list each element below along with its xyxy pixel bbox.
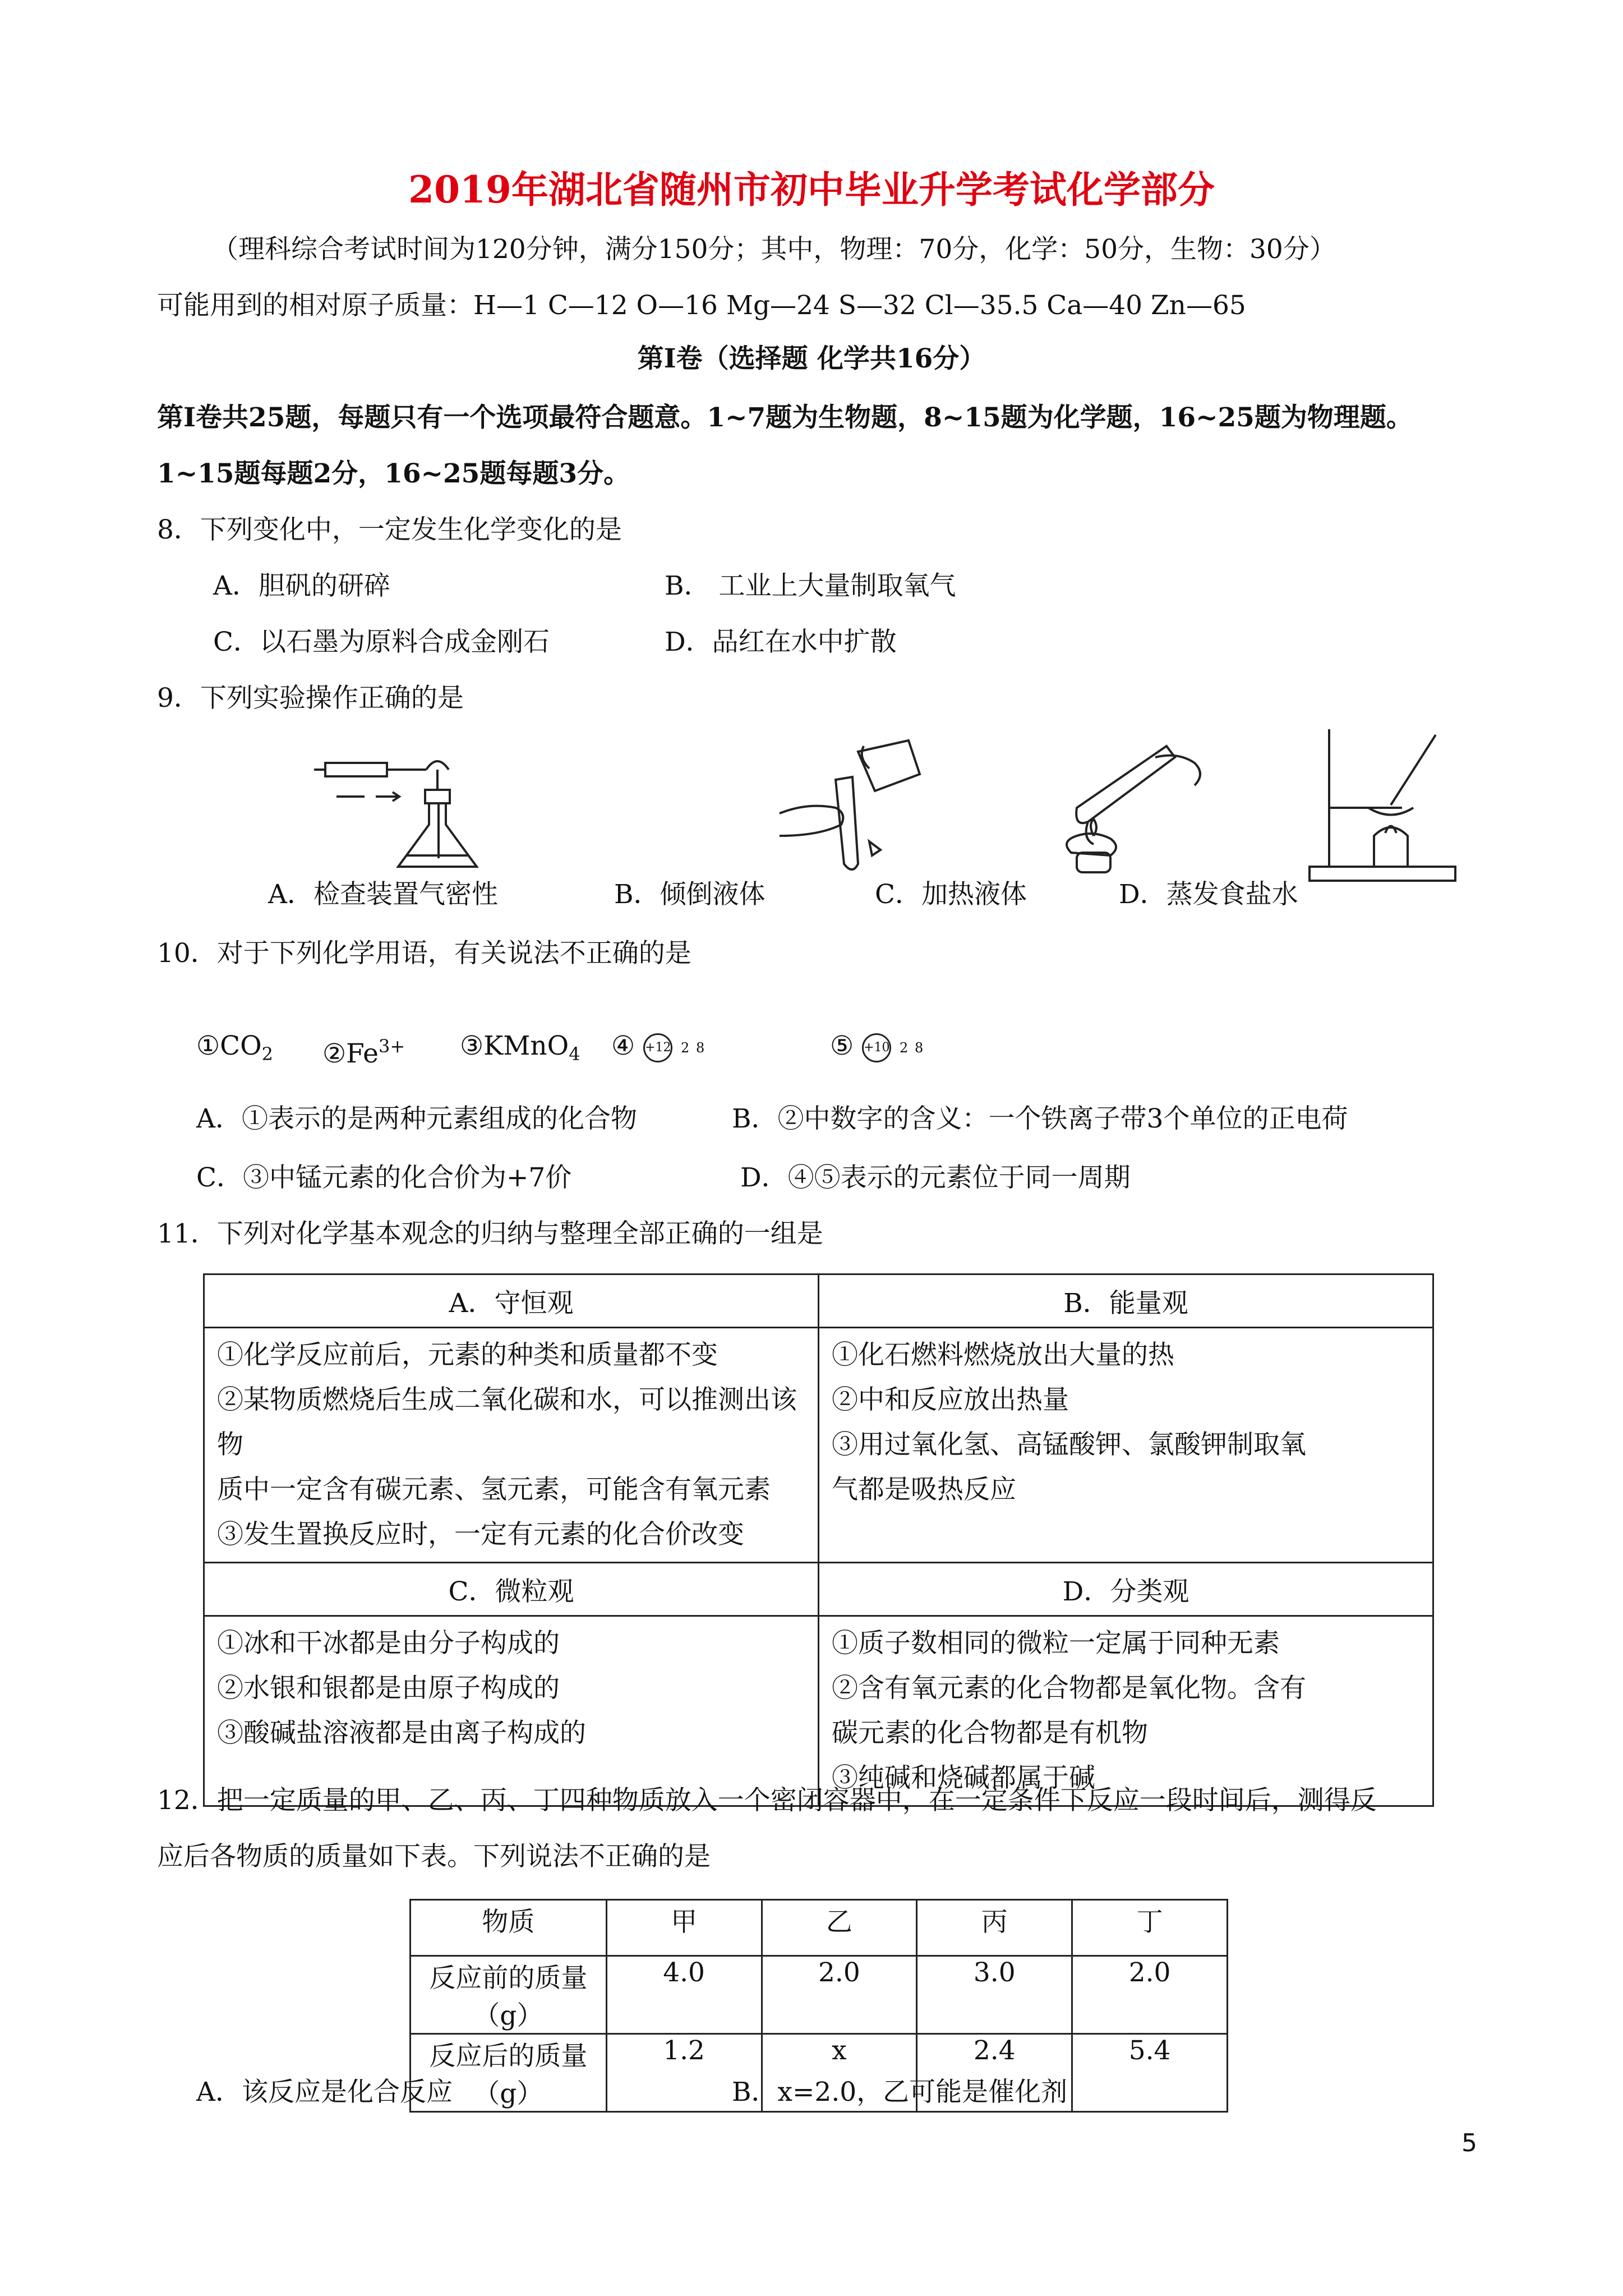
q11-concept-table [203, 1273, 1434, 1807]
airtightness-check-figure [314, 740, 494, 875]
q10-option-d: D．④⑤表示的元素位于同一周期 [740, 1162, 1131, 1193]
q9-option-c: C．加热液体 [875, 879, 1027, 910]
q9-option-a: A．检查装置气密性 [268, 879, 498, 910]
atomic-masses: 可能用到的相对原子质量：H—1 C—12 O—16 Mg—24 S—32 Cl—35.5 Ca—40 Zn—65 [157, 290, 1246, 321]
table-row [411, 1956, 1228, 2034]
q12-stem-line-1: 12．把一定质量的甲、乙、丙、丁四种物质放入一个密闭容器中，在一定条件下反应一段时间后，测得反 [157, 1785, 1377, 1816]
section-note-2: 1~15题每题2分，16~25题每题3分。 [157, 458, 630, 489]
table-cell: 2.0 [762, 1956, 917, 2034]
cell-a-header: A．守恒观 [204, 1274, 819, 1328]
q8-option-a: A．胆矾的研碎 [213, 570, 390, 601]
q9-option-d: D．蒸发食盐水 [1119, 879, 1298, 910]
q10-atom-structure-4: ④ +12 2 8 [611, 1030, 706, 1061]
q10-option-a: A．①表示的是两种元素组成的化合物 [196, 1103, 637, 1134]
table-header-row [411, 1900, 1228, 1956]
table-cell: 甲 [606, 1900, 762, 1956]
table-cell: 乙 [762, 1900, 917, 1956]
q10-symbol-fe3: $②Fe^{3+}$ [322, 1036, 405, 1069]
q11-stem: 11．下列对化学基本观念的归纳与整理全部正确的一组是 [157, 1218, 823, 1249]
table-cell: 反应后的质量（g） [411, 2034, 607, 2112]
q10-symbol-kmno4: ③KMnO$_4$ [460, 1030, 580, 1065]
table-cell: 丁 [1072, 1900, 1228, 1956]
q10-stem: 10．对于下列化学用语，有关说法不正确的是 [157, 938, 691, 969]
cell-c-header: C．微粒观 [204, 1563, 819, 1616]
q10-symbol-co2: $①CO_2$ [196, 1030, 273, 1065]
page-title: 2019年湖北省随州市初中毕业升学考试化学部分 [408, 168, 1215, 211]
electron-shells: 2 8 [900, 1040, 925, 1056]
cell-c-content: ①冰和干冰都是由分子构成的 ②水银和银都是由原子构成的 ③酸碱盐溶液都是由离子构成的 [204, 1616, 819, 1806]
section-title: 第Ⅰ卷（选择题 化学共16分） [637, 343, 986, 374]
cell-a-content: ①化学反应前后，元素的种类和质量都不变 ②某物质燃烧后生成二氧化碳和水，可以推测出该物 质中一定含有碳元素、氢元素，可能含有氧元素 ③发生置换反应时，一定有元素的化合价改变 [204, 1328, 819, 1563]
q9-option-b: B．倾倒液体 [614, 879, 766, 910]
table-cell: 反应前的质量（g） [411, 1956, 607, 2034]
table-cell: 3.0 [917, 1956, 1072, 2034]
nucleus-circle: +10 [862, 1033, 891, 1062]
heating-liquid-figure [1043, 724, 1223, 881]
q10-option-c: C．③中锰元素的化合价为+7价 [196, 1162, 572, 1193]
cell-b-header: B．能量观 [819, 1274, 1433, 1328]
pouring-liquid-figure [768, 729, 937, 881]
table-cell: 2.4 [917, 2034, 1072, 2112]
electron-shells: 2 8 [681, 1040, 706, 1056]
table-cell: 4.0 [606, 1956, 762, 2034]
q10-atom-structure-5: ⑤ +10 2 8 [830, 1030, 925, 1061]
section-note-1: 第Ⅰ卷共25题，每题只有一个选项最符合题意。1~7题为生物题，8~15题为化学题，16~25题为物理题。 [157, 402, 1413, 433]
table-cell: 物质 [411, 1900, 607, 1956]
table-cell: x [762, 2034, 917, 2112]
cell-d-header: D．分类观 [819, 1563, 1433, 1616]
q12-option-a: A．该反应是化合反应 [196, 2077, 453, 2108]
evaporation-figure [1307, 724, 1464, 892]
table-cell: 2.0 [1072, 1956, 1228, 2034]
table-cell: 5.4 [1072, 2034, 1228, 2112]
q12-option-b: B．x=2.0，乙可能是催化剂 [732, 2077, 1068, 2108]
cell-b-content: ①化石燃料燃烧放出大量的热 ②中和反应放出热量 ③用过氧化氢、高锰酸钾、氯酸钾制取氧 气都是吸热反应 [819, 1328, 1433, 1563]
q9-stem: 9．下列实验操作正确的是 [157, 683, 464, 714]
q12-stem-line-2: 应后各物质的质量如下表。下列说法不正确的是 [157, 1841, 711, 1872]
q10-option-b: B．②中数字的含义：一个铁离子带3个单位的正电荷 [732, 1103, 1348, 1134]
nucleus-circle: +12 [643, 1033, 672, 1062]
table-cell: 丙 [917, 1900, 1072, 1956]
cell-d-content: ①质子数相同的微粒一定属于同种无素 ②含有氧元素的化合物都是氧化物。含有 碳元素的化合物都是有机物 ③纯碱和烧碱都属于碱 [819, 1616, 1433, 1806]
page-number: 5 [1461, 2129, 1477, 2157]
q8-option-d: D．品红在水中扩散 [665, 627, 897, 657]
exam-info: （理科综合考试时间为120分钟，满分150分；其中，物理：70分，化学：50分，生物：30分） [212, 234, 1336, 265]
q8-option-b: B． 工业上大量制取氧气 [665, 570, 956, 601]
q8-stem: 8．下列变化中，一定发生化学变化的是 [157, 514, 622, 545]
table-cell: 1.2 [606, 2034, 762, 2112]
q8-option-c: C．以石墨为原料合成金刚石 [213, 627, 550, 657]
